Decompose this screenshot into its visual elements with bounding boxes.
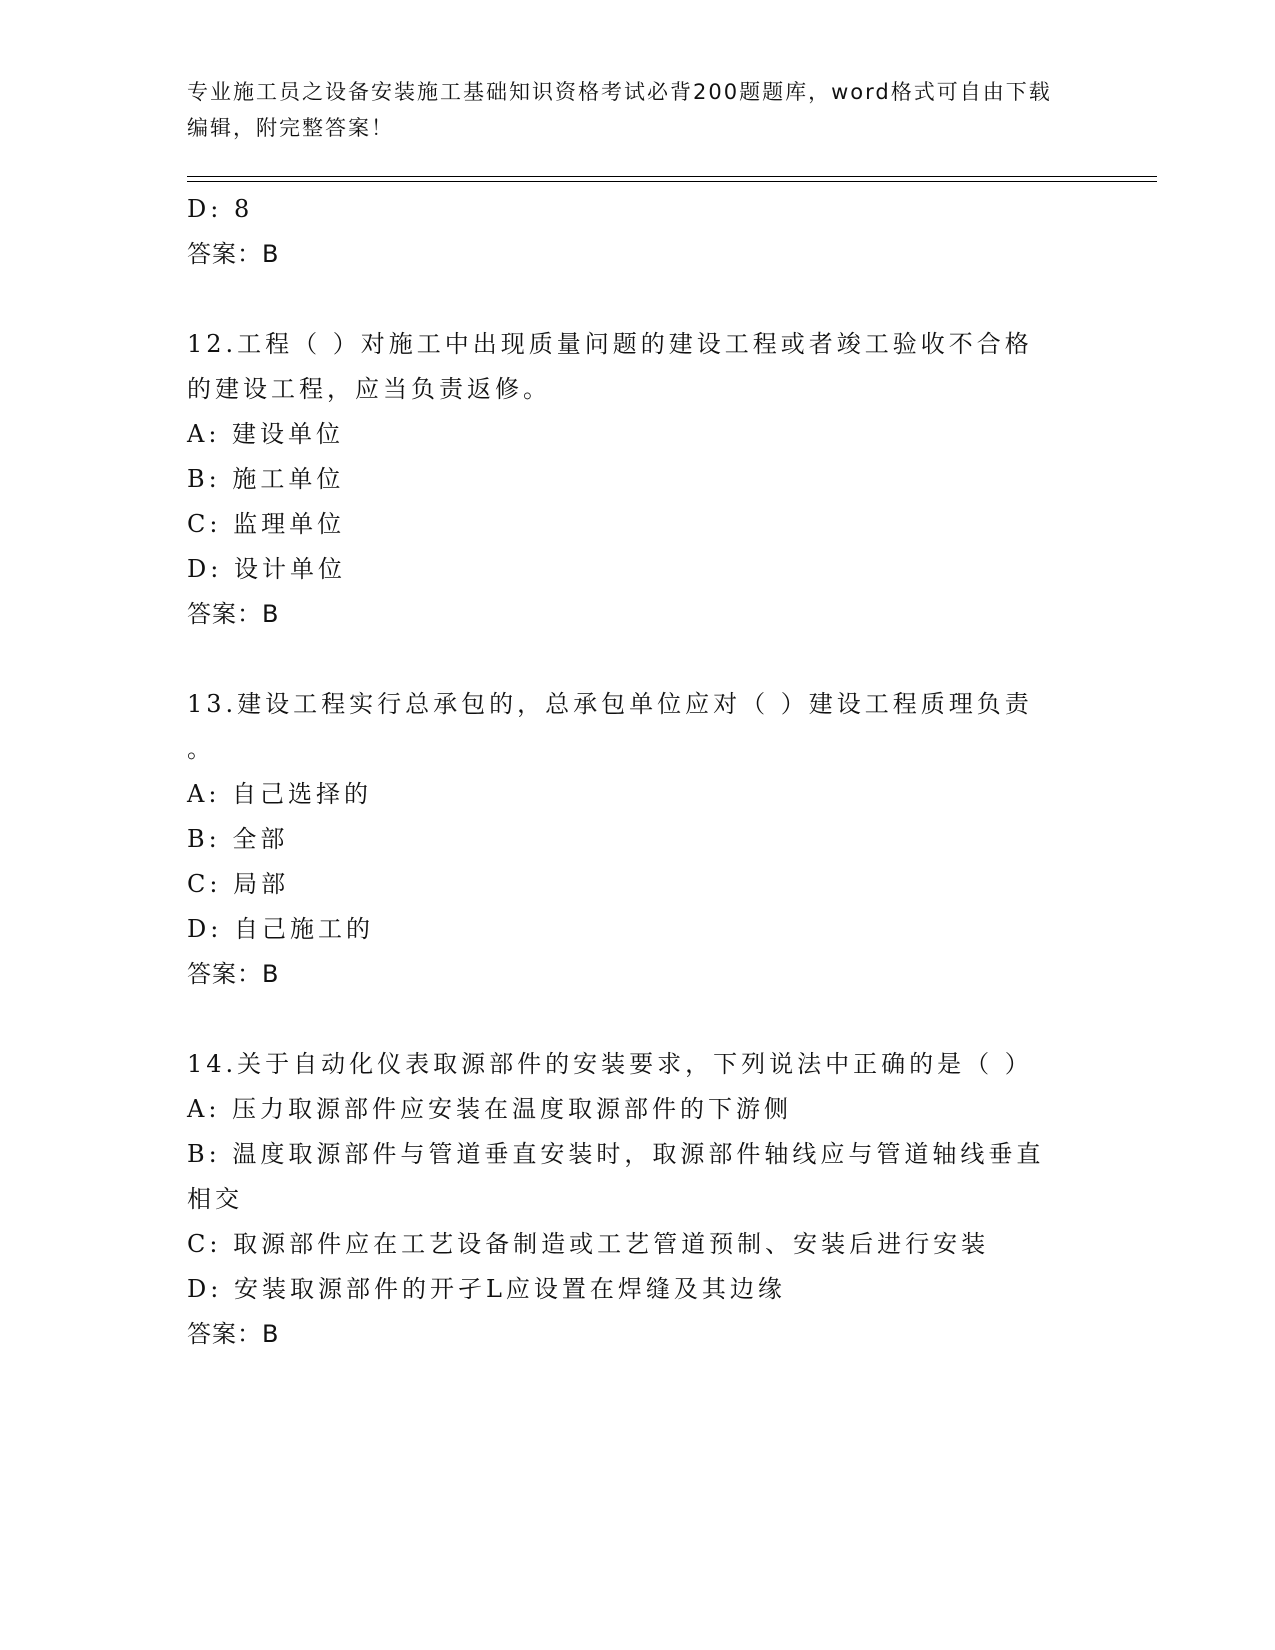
question-14-text: 14.关于自动化仪表取源部件的安装要求，下列说法中正确的是（ ） <box>187 1050 1033 1078</box>
document-header: 专业施工员之设备安装施工基础知识资格考试必背200题题库，word格式可自由下载编辑，附完整答案！ <box>187 80 1052 140</box>
question-12-option-c: C: 监理单位 <box>187 510 346 538</box>
question-12-answer: 答案：B <box>187 600 280 628</box>
question-13-option-c: C: 局部 <box>187 870 290 898</box>
question-13-text-cont: 。 <box>187 735 215 763</box>
question-14-option-b: B: 温度取源部件与管道垂直安装时，取源部件轴线应与管道轴线垂直 <box>187 1140 1045 1168</box>
question-12-text-cont: 的建设工程，应当负责返修。 <box>187 375 551 403</box>
answer-line: 答案：B <box>187 240 280 268</box>
question-14-option-c: C: 取源部件应在工艺设备制造或工艺管道预制、安装后进行安装 <box>187 1230 990 1258</box>
header-rule-top <box>187 176 1157 177</box>
question-14-option-d: D: 安装取源部件的开孑L应设置在焊缝及其边缘 <box>187 1275 786 1303</box>
question-12-option-b: B: 施工单位 <box>187 465 345 493</box>
question-14-option-b-cont: 相交 <box>187 1185 243 1213</box>
question-13-option-a: A: 自己选择的 <box>187 780 373 808</box>
question-13-option-d: D: 自己施工的 <box>187 915 374 943</box>
question-12-text: 12.工程（ ）对施工中出现质量问题的建设工程或者竣工验收不合格 <box>187 330 1033 358</box>
question-12-option-a: A: 建设单位 <box>187 420 345 448</box>
question-13-text: 13.建设工程实行总承包的，总承包单位应对（ ）建设工程质理负责 <box>187 690 1033 718</box>
question-13-option-b: B: 全部 <box>187 825 289 853</box>
question-13-answer: 答案：B <box>187 960 280 988</box>
option-d: D: 8 <box>187 195 254 223</box>
question-14-answer: 答案：B <box>187 1320 280 1348</box>
header-rule-bottom <box>187 181 1157 182</box>
question-12-option-d: D: 设计单位 <box>187 555 346 583</box>
question-14-option-a: A: 压力取源部件应安装在温度取源部件的下游侧 <box>187 1095 793 1123</box>
